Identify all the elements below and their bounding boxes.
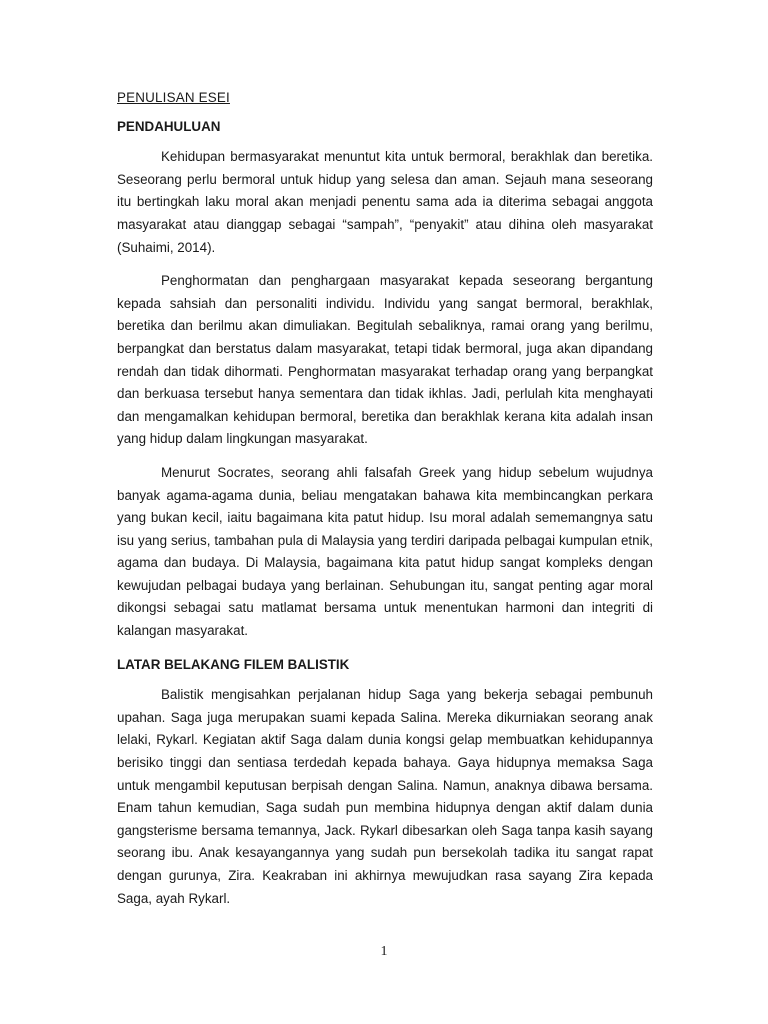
paragraph: Penghormatan dan penghargaan masyarakat kepada seseorang bergantung kepada sahsiah dan personaliti individu. Individu yang sangat bermoral, berakhlak, beretika dan berilmu akan dimuliakan. Begitulah sebaliknya, ramai orang yang berilmu, berpangkat dan berstatus dalam masyarakat, tetapi tidak bermoral, juga akan dipandang rendah dan tidak dihormati. Penghormatan masyarakat terhadap orang yang berpangkat dan berkuasa tersebut hanya sementara dan tidak ikhlas. Jadi, perlulah kita menghayati dan mengamalkan kehidupan bermoral, beretika dan berakhlak kerana kita adalah insan yang hidup dalam lingkungan masyarakat.: [117, 273, 653, 447]
paragraph: Menurut Socrates, seorang ahli falsafah Greek yang hidup sebelum wujudnya banyak agama-agama dunia, beliau mengatakan bahawa kita membincangkan perkara yang bukan kecil, iaitu bagaimana kita patut hidup. Isu moral adalah sememangnya satu isu yang serius, tambahan pula di Malaysia yang terdiri daripada pelbagai kumpulan etnik, agama dan budaya. Di Malaysia, bagaimana kita patut hidup sangat kompleks dengan kewujudan pelbagai budaya yang berlainan. Sehubungan itu, sangat penting agar moral dikongsi sebagai satu matlamat bersama untuk menentukan harmoni dan integriti di kalangan masyarakat.: [117, 464, 653, 639]
section-heading-latar-belakang: LATAR BELAKANG FILEM BALISTIK: [117, 656, 350, 672]
paragraph: Balistik mengisahkan perjalanan hidup Saga yang bekerja sebagai pembunuh upahan. Saga juga merupakan suami kepada Salina. Mereka dikurniakan seorang anak lelaki, Rykarl. Kegiatan aktif Saga dalam dunia kongsi gelap membuatkan kehidupannya berisiko tinggi dan sentiasa terdedah kepada bahaya. Gaya hidupnya memaksa Saga untuk mengambil keputusan berpisah dengan Salina. Namun, anaknya dibawa bersama. Enam tahun kemudian, Saga sudah pun membina hidupnya dengan aktif dalam dunia gangsterisme bersama temannya, Jack. Rykarl dibesarkan oleh Saga tanpa kasih sayang seorang ibu. Anak kesayangannya yang sudah pun bersekolah tadika itu sangat rapat dengan gurunya, Zira. Keakraban ini akhirnya mewujudkan rasa sayang Zira kepada Saga, ayah Rykarl.: [117, 687, 653, 906]
document-title: PENULISAN ESEI: [117, 90, 230, 105]
section-heading-pendahuluan: PENDAHULUAN: [117, 118, 221, 134]
paragraph: Kehidupan bermasyarakat menuntut kita untuk bermoral, berakhlak dan beretika. Seseorang perlu bermoral untuk hidup yang selesa dan aman. Sejauh mana seseorang itu bertingkah laku moral akan menjadi penentu sama ada ia diterima sebagai anggota masyarakat atau dianggap sebagai “sampah”, “penyakit” atau dihina oleh masyarakat (Suhaimi, 2014).: [117, 149, 653, 255]
page-number: 1: [380, 944, 388, 959]
document-body: [117, 87, 653, 921]
